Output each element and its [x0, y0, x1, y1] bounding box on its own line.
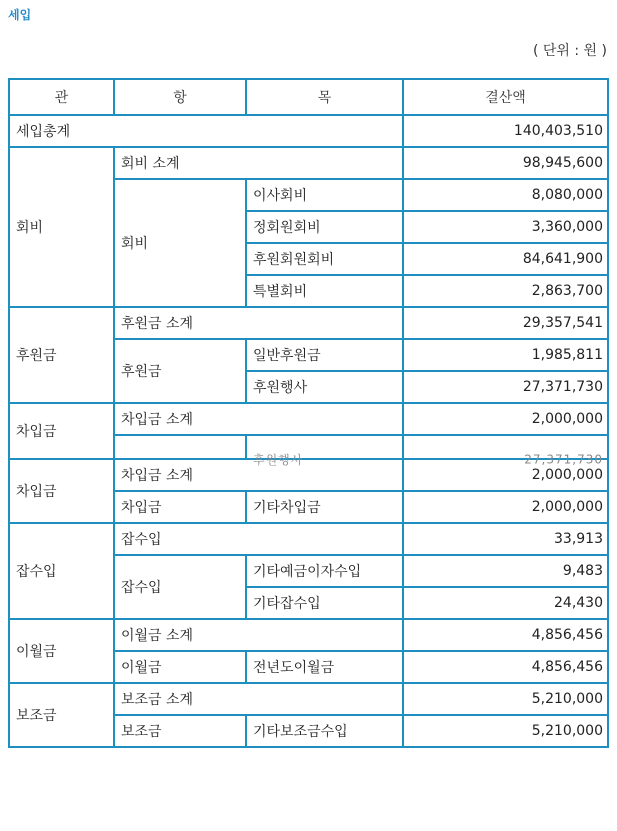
mok-cell: 기타예금이자수입: [246, 555, 403, 587]
subtotal-label: 이월금 소계: [114, 619, 403, 651]
subtotal-label: 차입금 소계: [114, 403, 403, 435]
header-hang: 항: [114, 79, 246, 115]
total-label: 세입총계: [9, 115, 403, 147]
amount-cell: 9,483: [403, 555, 608, 587]
partial-text: 후원행사: [253, 453, 304, 468]
mok-cell: 후원회원회비: [246, 243, 403, 275]
mok-cell-partial: [246, 435, 403, 468]
table-row: [9, 683, 608, 715]
total-row: [9, 115, 608, 147]
gwan-cell: 후원금: [9, 307, 114, 403]
subtotal-label: 보조금 소계: [114, 683, 403, 715]
total-value: 140,403,510: [403, 115, 608, 147]
hang-cell: 보조금: [114, 715, 246, 747]
header-amount: 결산액: [403, 79, 608, 115]
subtotal-label: 차입금 소계: [114, 459, 403, 491]
mok-cell: 후원행사: [246, 371, 403, 403]
subtotal-label: 회비 소계: [114, 147, 403, 179]
amount-cell: 8,080,000: [403, 179, 608, 211]
subtotal-value: 29,357,541: [403, 307, 608, 339]
subtotal-value: 2,000,000: [403, 403, 608, 435]
amount-cell: 24,430: [403, 587, 608, 619]
subtotal-value: 98,945,600: [403, 147, 608, 179]
amount-cell-partial: [403, 435, 608, 467]
mok-cell: 전년도이월금: [246, 651, 403, 683]
header-gwan: 관: [9, 79, 114, 115]
gwan-cell: 회비: [9, 147, 114, 307]
subtotal-value: 5,210,000: [403, 683, 608, 715]
gwan-cell: 보조금: [9, 683, 114, 747]
mok-cell: 일반후원금: [246, 339, 403, 371]
hang-cell: 잡수입: [114, 555, 246, 619]
section-title: 세입: [8, 8, 32, 22]
partial-value: 27,371,730: [524, 452, 603, 467]
amount-cell: 84,641,900: [403, 243, 608, 275]
table-row: [9, 523, 608, 555]
amount-cell: 2,863,700: [403, 275, 608, 307]
gwan-cell: 차입금: [9, 403, 114, 459]
amount-cell: 4,856,456: [403, 651, 608, 683]
hang-cell: 회비: [114, 179, 246, 307]
amount-cell: 1,985,811: [403, 339, 608, 371]
table-row: [9, 147, 608, 179]
gwan-cell: 잡수입: [9, 523, 114, 619]
mok-cell: 기타보조금수입: [246, 715, 403, 747]
amount-cell: 5,210,000: [403, 715, 608, 747]
table-row: [9, 619, 608, 651]
amount-cell: 3,360,000: [403, 211, 608, 243]
mok-cell: 특별회비: [246, 275, 403, 307]
subtotal-value: 2,000,000: [403, 459, 608, 491]
mok-cell: 기타차입금: [246, 491, 403, 523]
amount-cell: 2,000,000: [403, 491, 608, 523]
gwan-cell: 차입금: [9, 459, 114, 523]
mok-cell: 정회원회비: [246, 211, 403, 243]
table-header-row: [9, 79, 608, 115]
header-mok: 목: [246, 79, 403, 115]
subtotal-label: 후원금 소계: [114, 307, 403, 339]
gwan-cell: 이월금: [9, 619, 114, 683]
mok-cell: 기타잡수입: [246, 587, 403, 619]
table-row: [9, 307, 608, 339]
subtotal-label: 잡수입: [114, 523, 403, 555]
amount-cell: 27,371,730: [403, 371, 608, 403]
table-row: [9, 403, 608, 435]
subtotal-value: 4,856,456: [403, 619, 608, 651]
hang-cell: 후원금: [114, 339, 246, 403]
subtotal-value: 33,913: [403, 523, 608, 555]
hang-cell-partial: [114, 435, 246, 459]
mok-cell: 이사회비: [246, 179, 403, 211]
hang-cell: 차입금: [114, 491, 246, 523]
hang-cell: 이월금: [114, 651, 246, 683]
unit-label: ( 단위 : 원 ): [532, 43, 607, 59]
revenue-table: [8, 78, 609, 748]
